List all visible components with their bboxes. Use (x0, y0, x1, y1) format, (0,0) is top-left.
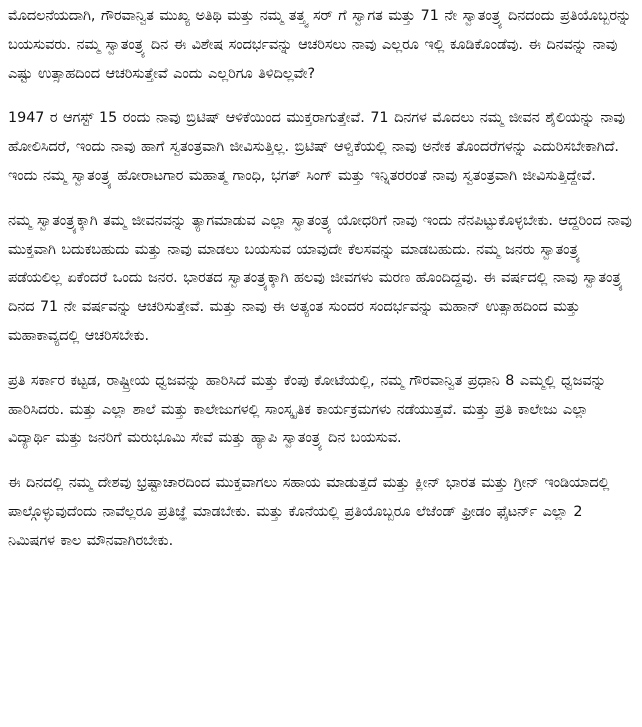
paragraph-celebrations: ಪ್ರತಿ ಸರ್ಕಾರ ಕಟ್ಟಡ, ರಾಷ್ಟ್ರೀಯ ಧ್ವಜವನ್ನು ಹಾರಿಸಿದೆ ಮತ್ತು ಕೆಂಪು ಕೋಟೆಯಲ್ಲಿ, ನಮ್ಮ ಗೌರವಾನ್ವಿತ ಪ್ರಧಾನಿ 8 ಎಮ್ಮಲ್ಲಿ ಧ್ವಜವನ್ನು ಹಾರಿಸಿದರು. ಮತ್ತು ಎಲ್ಲಾ ಶಾಲೆ ಮತ್ತು ಕಾಲೇಜುಗಳಲ್ಲಿ ಸಾಂಸ್ಕೃತಿಕ ಕಾರ್ಯಕ್ರಮಗಳು ನಡೆಯುತ್ತವೆ. ಮತ್ತು ಪ್ರತಿ ಕಾಲೇಜು ಎಲ್ಲಾ ವಿದ್ಯಾರ್ಥಿ ಮತ್ತು ಜನರಿಗೆ ಮರುಭೂಮಿ ಸೇವೆ ಮತ್ತು ಹ್ಯಾಪಿ ಸ್ವಾತಂತ್ರ್ಯ ದಿನ ಬಯಸುವ. (8, 372, 606, 447)
speech-document (8, 2, 632, 556)
paragraph-pledge: ಈ ದಿನದಲ್ಲಿ ನಮ್ಮ ದೇಶವು ಭ್ರಷ್ಟಾಚಾರದಿಂದ ಮುಕ್ತವಾಗಲು ಸಹಾಯ ಮಾಡುತ್ತದೆ ಮತ್ತು ಕ್ಲೀನ್ ಭಾರತ ಮತ್ತು ಗ್ರೀನ್ ಇಂಡಿಯಾದಲ್ಲಿ ಪಾಲ್ಗೊಳ್ಳುವುದೆಂದು ನಾವೆಲ್ಲರೂ ಪ್ರತಿಜ್ಞೆ ಮಾಡಬೇಕು. ಮತ್ತು ಕೊನೆಯಲ್ಲಿ ಪ್ರತಿಯೊಬ್ಬರೂ ಲೆಜೆಂಡ್ ಫ್ರೀಡಂ ಫೈಟರ್ನ್ ಎಲ್ಲಾ 2 ನಿಮಿಷಗಳ ಕಾಲ ಮೌನವಾಗಿರಬೇಕು. (8, 475, 610, 549)
paragraph-freedom-fighters: ನಮ್ಮ ಸ್ವಾತಂತ್ರ್ಯಕ್ಕಾಗಿ ತಮ್ಮ ಜೀವನವನ್ನು ತ್ಯಾಗಮಾಡುವ ಎಲ್ಲಾ ಸ್ವಾತಂತ್ರ್ಯ ಯೋಧರಿಗೆ ನಾವು ಇಂದು ನೆನಪಿಟ್ಟುಕೊಳ್ಳಬೇಕು. ಆದ್ದರಿಂದ ನಾವು ಮುಕ್ತವಾಗಿ ಬದುಕಬಹುದು ಮತ್ತು ನಾವು ಮಾಡಲು ಬಯಸುವ ಯಾವುದೇ ಕೆಲಸವನ್ನು ಮಾಡಬಹುದು. ನಮ್ಮ ಜನರು ಸ್ವಾತಂತ್ರ್ಯ ಪಡೆಯಲಿಲ್ಲ ಏಕೆಂದರೆ ಒಂದು ಜನರ. ಭಾರತದ ಸ್ವಾತಂತ್ರ್ಯಕ್ಕಾಗಿ ಹಲವು ಜೀವಗಳು ಮರಣ ಹೊಂದಿದ್ದವು. ಈ ವರ್ಷದಲ್ಲಿ ನಾವು ಸ್ವಾತಂತ್ರ್ಯ ದಿನದ 71 ನೇ ವರ್ಷವನ್ನು ಆಚರಿಸುತ್ತೇವೆ. ಮತ್ತು ನಾವು ಈ ಅತ್ಯಂತ ಸುಂದರ ಸಂದರ್ಭವನ್ನು ಮಹಾನ್ ಉತ್ಸಾಹದಿಂದ ಮತ್ತು ಮಹಾಕಾವ್ಯದಲ್ಲಿ ಆಚರಿಸಬೇಕು. (8, 212, 632, 344)
paragraph-welcome: ಮೊದಲನೆಯದಾಗಿ, ಗೌರವಾನ್ವಿತ ಮುಖ್ಯ ಅತಿಥಿ ಮತ್ತು ನಮ್ಮ ತತ್ತ್ವ ಸರ್ ಗೆ ಸ್ವಾಗತ ಮತ್ತು 71 ನೇ ಸ್ವಾತಂತ್ರ್ಯ ದಿನದಂದು ಪ್ರತಿಯೊಬ್ಬರನ್ನು ಬಯಸುವರು. ನಮ್ಮ ಸ್ವಾತಂತ್ರ್ಯ ದಿನ ಈ ವಿಶೇಷ ಸಂದರ್ಭವನ್ನು ಆಚರಿಸಲು ನಾವು ಎಲ್ಲರೂ ಇಲ್ಲಿ ಕೂಡಿಕೊಂಡೆವು. ಈ ದಿನವನ್ನು ನಾವು ಎಷ್ಟು ಉತ್ಸಾಹದಿಂದ ಆಚರಿಸುತ್ತೇವೆ ಎಂದು ಎಲ್ಲರಿಗೂ ತಿಳಿದಿಲ್ಲವೇ? (8, 8, 632, 82)
paragraph-history: 1947 ರ ಆಗಸ್ಟ್ 15 ರಂದು ನಾವು ಬ್ರಿಟಿಷ್ ಆಳಿಕೆಯಿಂದ ಮುಕ್ತರಾಗುತ್ತೇವೆ. 71 ದಿನಗಳ ಮೊದಲು ನಮ್ಮ ಜೀವನ ಶೈಲಿಯನ್ನು ನಾವು ಹೋಲಿಸಿದರೆ, ಇಂದು ನಾವು ಹಾಗೆ ಸ್ವತಂತ್ರವಾಗಿ ಜೀವಿಸುತ್ತಿಲ್ಲ. ಬ್ರಿಟಿಷ್ ಆಳ್ವಿಕೆಯಲ್ಲಿ ನಾವು ಅನೇಕ ತೊಂದರೆಗಳನ್ನು ಎದುರಿಸಬೇಕಾಗಿದೆ. ಇಂದು ನಮ್ಮ ಸ್ವಾತಂತ್ರ್ಯ ಹೋರಾಟಗಾರ ಮಹಾತ್ಮ ಗಾಂಧಿ, ಭಗತ್ ಸಿಂಗ್ ಮತ್ತು ಇನ್ನಿತರರಂತೆ ನಾವು ಸ್ವತಂತ್ರವಾಗಿ ಜೀವಿಸುತ್ತಿದ್ದೇವೆ. (8, 110, 626, 184)
